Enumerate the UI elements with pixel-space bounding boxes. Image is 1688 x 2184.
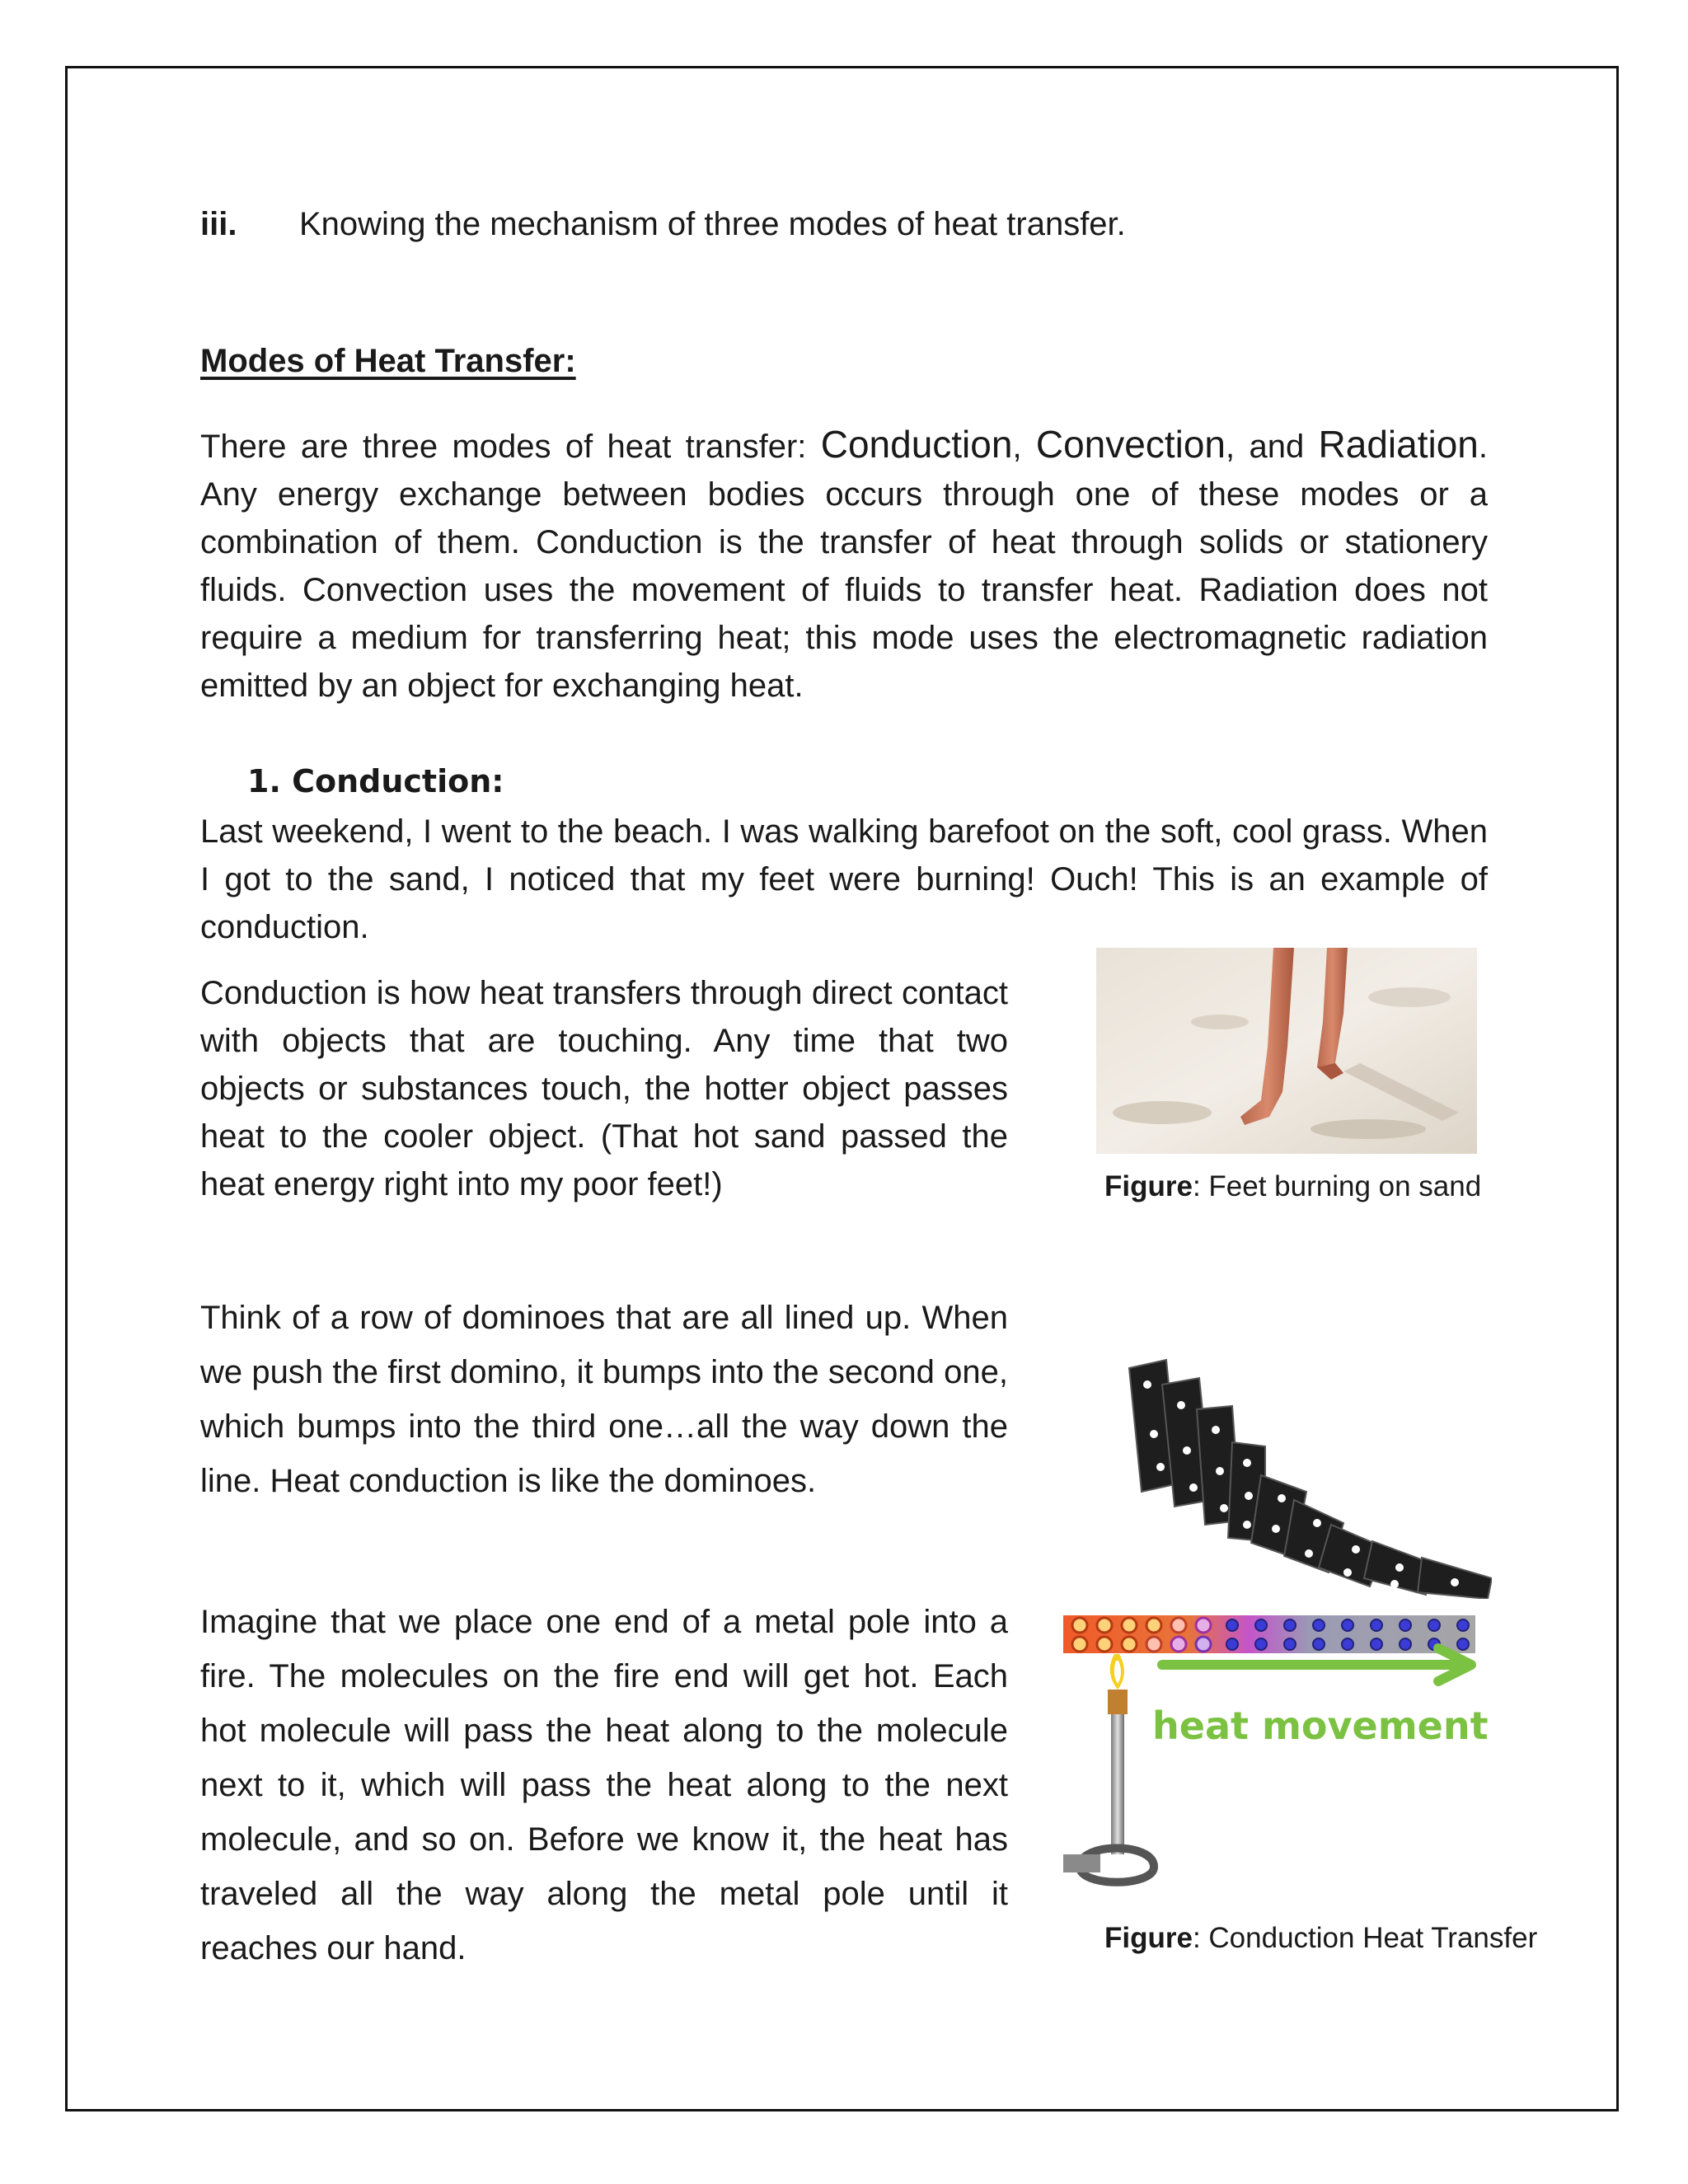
figure-caption-conduction-text: : Conduction Heat Transfer [1192,1922,1538,1954]
metal-pole-paragraph: Imagine that we place one end of a metal pole into a fire. The molecules on the fire end will get hot. Each hot molecule will pass the heat along to the molecule next to it, which will pass the heat along to the next molecule, and so on. Before we know it, the heat has traveled all the way along the metal pole until it reaches our hand. [200,1604,1008,1966]
conduction-rod-image [1063,1603,1492,1908]
intro-lead: There are three modes of heat transfer: [200,429,821,465]
conduction-definition-paragraph: Conduction is how heat transfers through direct contact with objects that are touching. Any time that two objects or substances touch, the hotter object passes heat to the cooler object. (That hot sand passed the heat energy right into my poor feet!) [200,975,1008,1202]
mode-radiation: Radiation [1318,423,1479,466]
mode-convection: Convection [1035,423,1226,466]
objective-number: iii. [200,206,237,242]
intro-sep-1: , [1012,429,1036,465]
intro-period: . [1478,429,1488,465]
intro-sep-2: , and [1226,429,1319,465]
figure-label-conduction: Figure [1104,1922,1193,1954]
figure-label-sand: Figure [1104,1170,1193,1202]
figure-caption-sand [1104,1169,1481,1205]
dominoes-image [1096,1352,1492,1599]
beach-paragraph: Last weekend, I went to the beach. I was walking barefoot on the soft, cool grass. When I got to the sand, I noticed that my feet were burning! Ouch! This is an example of conduction. [200,813,1488,945]
objective-text: Knowing the mechanism of three modes of heat transfer. [299,206,1126,242]
objective-item [200,199,1126,249]
feet-on-sand-image [1096,948,1477,1154]
intro-rest: Any energy exchange between bodies occurs through one of these modes or a combination of them. Conduction is the transfer of heat through solids or stationery fluids. Convection uses the movement of fluids to transfer heat. Radiation does not require a medium for transferring heat; this mode uses the electromagnetic radiation emitted by an object for exchanging heat. [200,476,1488,704]
section-heading: Modes of Heat Transfer: [200,343,576,379]
heat-movement-label: heat movement [1152,1704,1489,1748]
figure-caption-conduction [1104,1920,1537,1957]
intro-paragraph [200,420,1488,710]
conduction-heading: 1. Conduction: [247,763,504,799]
figure-caption-sand-text: : Feet burning on sand [1192,1170,1482,1202]
mode-conduction: Conduction [820,423,1013,466]
dominoes-paragraph: Think of a row of dominoes that are all lined up. When we push the first domino, it bumps into the second one, which bumps into the third one…all the way down the line. Heat conduction is like the dominoes. [200,1300,1008,1499]
